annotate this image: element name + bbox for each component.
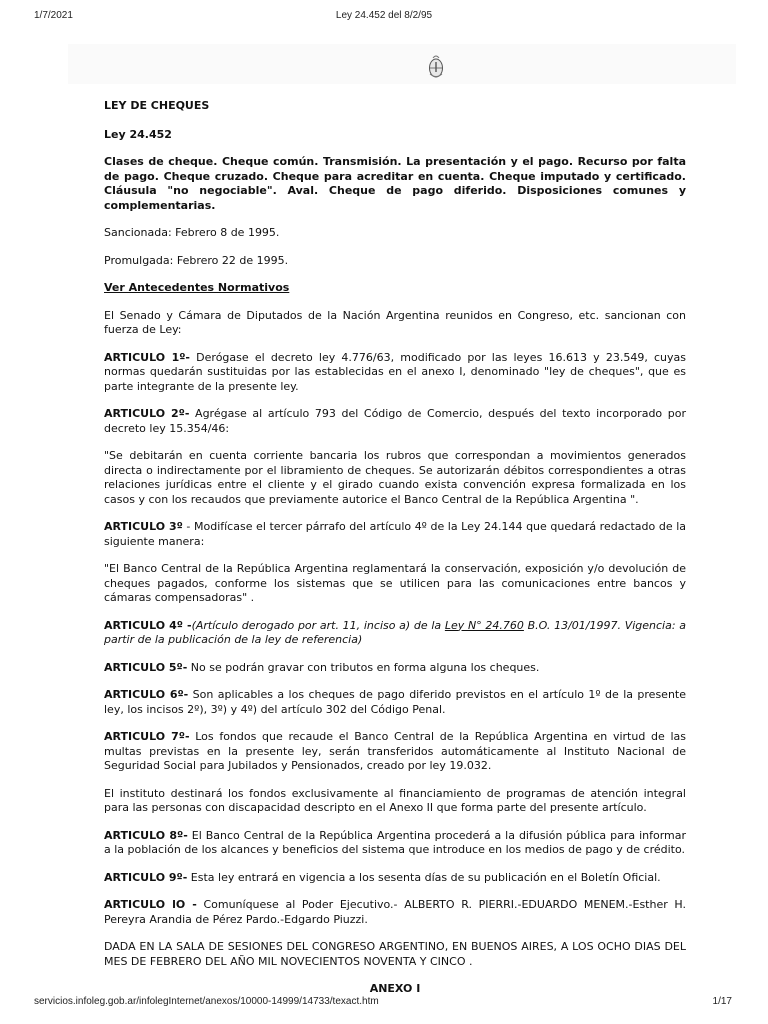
article-6-label: ARTICULO 6º-	[104, 688, 189, 701]
article-2-quote: "Se debitarán en cuenta corriente bancaria los rubros que correspondan a movimientos generados directa o indirectamente por el libramiento de cheques. Se autorizarán débitos correspondientes a otras relaciones jurídicas entre el cliente y el girado cuando exista convención expresa formalizada en los casos y con los recaudos que previamente autorice el Banco Central de la República Argentina ".	[104, 449, 686, 506]
page-header-band	[68, 44, 736, 84]
print-header	[0, 8, 768, 28]
preamble: El Senado y Cámara de Diputados de la Nación Argentina reunidos en Congreso, etc. sancionan con fuerza de Ley:	[104, 308, 686, 336]
article-10	[104, 898, 686, 927]
article-1	[104, 351, 686, 395]
sancionada-date: Sancionada: Febrero 8 de 1995.	[104, 226, 280, 239]
law-document	[104, 92, 686, 1010]
article-7-text: Los fondos que recaude el Banco Central de la República Argentina en virtud de las multas previstas en la presente ley, serán transferidos automáticamente al Instituto Nacional de Seguridad Social para Jubilados y Pensionados, creado por ley 19.032.	[104, 730, 687, 772]
article-5	[104, 661, 686, 676]
article-2	[104, 407, 686, 436]
article-3-text: - Modifícase el tercer párrafo del artículo 4º de la Ley 24.144 que quedará redactado de la siguiente manera:	[104, 520, 686, 548]
law-summary: Clases de cheque. Cheque común. Transmisión. La presentación y el pago. Recurso por falta de pago. Cheque cruzado. Cheque para acreditar en cuenta. Cheque imputado y certificado. Cláusula "no negociable". Aval. Cheque de pago diferido. Disposiciones comunes y complementarias.	[104, 155, 686, 212]
article-1-label: ARTICULO 1º-	[104, 350, 190, 364]
article-6	[104, 688, 686, 717]
article-9	[104, 871, 686, 886]
page-number: 1/17	[712, 996, 732, 1007]
print-url: servicios.infoleg.gob.ar/infolegInternet/anexos/10000-14999/14733/texact.htm	[34, 996, 379, 1007]
article-4-label: ARTICULO 4º -	[104, 618, 192, 632]
article-2-label: ARTICULO 2º-	[104, 407, 190, 420]
print-date: 1/7/2021	[34, 10, 73, 21]
article-5-label: ARTICULO 5º-	[104, 660, 188, 674]
anexo-heading: ANEXO I	[369, 982, 421, 995]
document-title: LEY DE CHEQUES	[104, 99, 210, 112]
ver-antecedentes-link[interactable]: Ver Antecedentes Normativos	[104, 281, 290, 294]
argentina-coat-of-arms-icon	[427, 54, 445, 80]
print-title: Ley 24.452 del 8/2/95	[335, 10, 433, 21]
article-10-text: Comuníquese al Poder Ejecutivo.- ALBERTO R. PIERRI.-EDUARDO MENEM.-Esther H. Pereyra Arandia de Pérez Pardo.-Edgardo Piuzzi.	[104, 898, 686, 926]
article-2-text: Agrégase al artículo 793 del Código de Comercio, después del texto incorporado por decreto ley 15.354/46:	[104, 407, 687, 435]
article-7-extra: El instituto destinará los fondos exclusivamente al financiamiento de programas de atención integral para las personas con discapacidad descripto en el Anexo II que forma parte del presente artículo.	[104, 786, 686, 814]
article-5-text: No se podrán gravar con tributos en forma alguna los cheques.	[187, 660, 540, 674]
article-3	[104, 520, 686, 549]
article-4	[104, 619, 686, 648]
promulgada-date: Promulgada: Febrero 22 de 1995.	[104, 253, 289, 267]
article-4-text-pre: (Artículo derogado por art. 11, inciso a) de la	[191, 618, 445, 632]
print-footer	[0, 994, 768, 1014]
dada-en-la-sala: DADA EN LA SALA DE SESIONES DEL CONGRESO ARGENTINO, EN BUENOS AIRES, A LOS OCHO DIAS DEL MES DE FEBRERO DEL AÑO MIL NOVECIENTOS NOVENTA Y CINCO .	[104, 940, 686, 968]
article-8-text: El Banco Central de la República Argentina procederá a la difusión pública para informar a la población de los alcances y beneficios del sistema que introduce en los medios de pago y de crédito.	[104, 828, 687, 856]
article-7	[104, 730, 686, 774]
article-6-text: Son aplicables a los cheques de pago diferido previstos en el artículo 1º de la presente ley, los incisos 2º), 3º) y 4º) del artículo 302 del Código Penal.	[104, 688, 687, 716]
article-4-text-post: B.O. 13/01/1997. Vigencia: a partir de la publicación de la ley de referencia)	[104, 618, 686, 646]
article-7-label: ARTICULO 7º-	[104, 730, 190, 743]
law-number: Ley 24.452	[104, 127, 172, 141]
article-9-text: Esta ley entrará en vigencia a los sesenta días de su publicación en el Boletín Oficial.	[187, 870, 661, 884]
article-1-text: Derógase el decreto ley 4.776/63, modificado por las leyes 16.613 y 23.549, cuyas normas quedarán sustituidas por las establecidas en el anexo I, denominado "ley de cheques", que es parte integrante de la presente ley.	[104, 350, 686, 393]
article-8	[104, 829, 686, 858]
ley-24760-link[interactable]: Ley N° 24.760	[444, 618, 524, 632]
article-9-label: ARTICULO 9º-	[104, 870, 188, 884]
article-3-label: ARTICULO 3º	[104, 520, 183, 533]
article-8-label: ARTICULO 8º-	[104, 828, 188, 842]
article-3-quote: "El Banco Central de la República Argentina reglamentará la conservación, exposición y/o devolución de cheques pagados, conforme los sistemas que se utilicen para las comunicaciones entre bancos y cámaras compensadoras" .	[104, 562, 686, 604]
article-10-label: ARTICULO lO -	[104, 898, 197, 911]
